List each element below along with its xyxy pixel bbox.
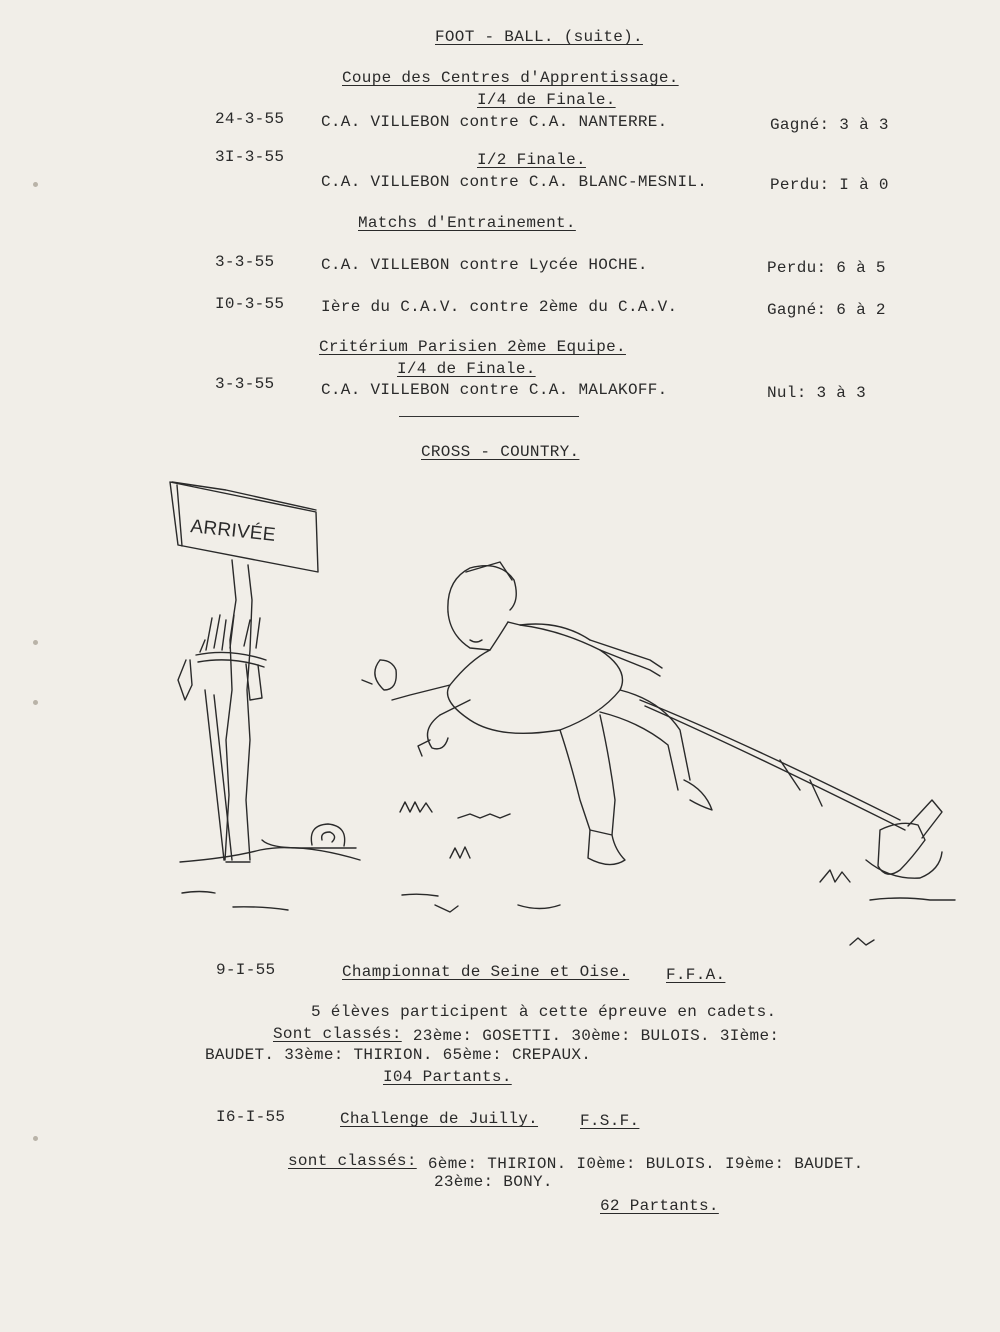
event-title: Challenge de Juilly.: [340, 1110, 539, 1128]
event-date: I6-I-55: [216, 1108, 286, 1126]
finish-sign: [170, 482, 318, 572]
page-title: FOOT - BALL. (suite).: [435, 28, 643, 46]
criterium-title: Critérium Parisien 2ème Equipe.: [319, 338, 626, 356]
match-description: C.A. VILLEBON contre Lycée HOCHE.: [321, 256, 648, 274]
match-result: Gagné: 6 à 2: [767, 301, 886, 319]
match-result: Perdu: I à 0: [770, 176, 889, 194]
match-result: Perdu: 6 à 5: [767, 259, 886, 277]
match-result: Gagné: 3 à 3: [770, 116, 889, 134]
partants-count: 62 Partants.: [600, 1197, 719, 1215]
coupe-round-quarter: I/4 de Finale.: [477, 91, 616, 109]
match-date: 24-3-55: [215, 110, 285, 128]
match-date: 3-3-55: [215, 253, 275, 271]
ranking-line: 23ème: GOSETTI. 30ème: BULOIS. 3Ième:: [403, 1027, 780, 1045]
training-title: Matchs d'Entrainement.: [358, 214, 576, 232]
match-description: C.A. VILLEBON contre C.A. MALAKOFF.: [321, 381, 668, 399]
match-description: C.A. VILLEBON contre C.A. NANTERRE.: [321, 113, 668, 131]
ranking-line: 6ème: THIRION. I0ème: BULOIS. I9ème: BAUDET.: [418, 1155, 864, 1173]
coupe-round-semi: I/2 Finale.: [477, 151, 586, 169]
ranking-line: 23ème: BONY.: [434, 1173, 553, 1191]
cross-title: CROSS - COUNTRY.: [421, 443, 580, 461]
event-participation: 5 élèves participent à cette épreuve en cadets.: [311, 1003, 777, 1021]
event-organization: F.F.A.: [666, 966, 726, 984]
ranked-label: sont classés:: [288, 1152, 417, 1170]
partants-count: I04 Partants.: [383, 1068, 512, 1086]
ranking-line: BAUDET. 33ème: THIRION. 65ème: CREPAUX.: [205, 1046, 592, 1064]
match-description: C.A. VILLEBON contre C.A. BLANC-MESNIL.: [321, 173, 708, 191]
match-result: Nul: 3 à 3: [767, 384, 867, 402]
match-date: 3I-3-55: [215, 148, 285, 166]
event-date: 9-I-55: [216, 961, 276, 979]
event-organization: F.S.F.: [580, 1112, 640, 1130]
match-description: Ière du C.A.V. contre 2ème du C.A.V.: [321, 298, 678, 316]
sign-text: ARRIVÉE: [189, 516, 277, 546]
criterium-round: I/4 de Finale.: [397, 360, 536, 378]
coupe-title: Coupe des Centres d'Apprentissage.: [342, 69, 679, 87]
ranked-label: Sont classés:: [273, 1025, 402, 1043]
match-date: I0-3-55: [215, 295, 285, 313]
match-date: 3-3-55: [215, 375, 275, 393]
event-title: Championnat de Seine et Oise.: [342, 963, 630, 981]
